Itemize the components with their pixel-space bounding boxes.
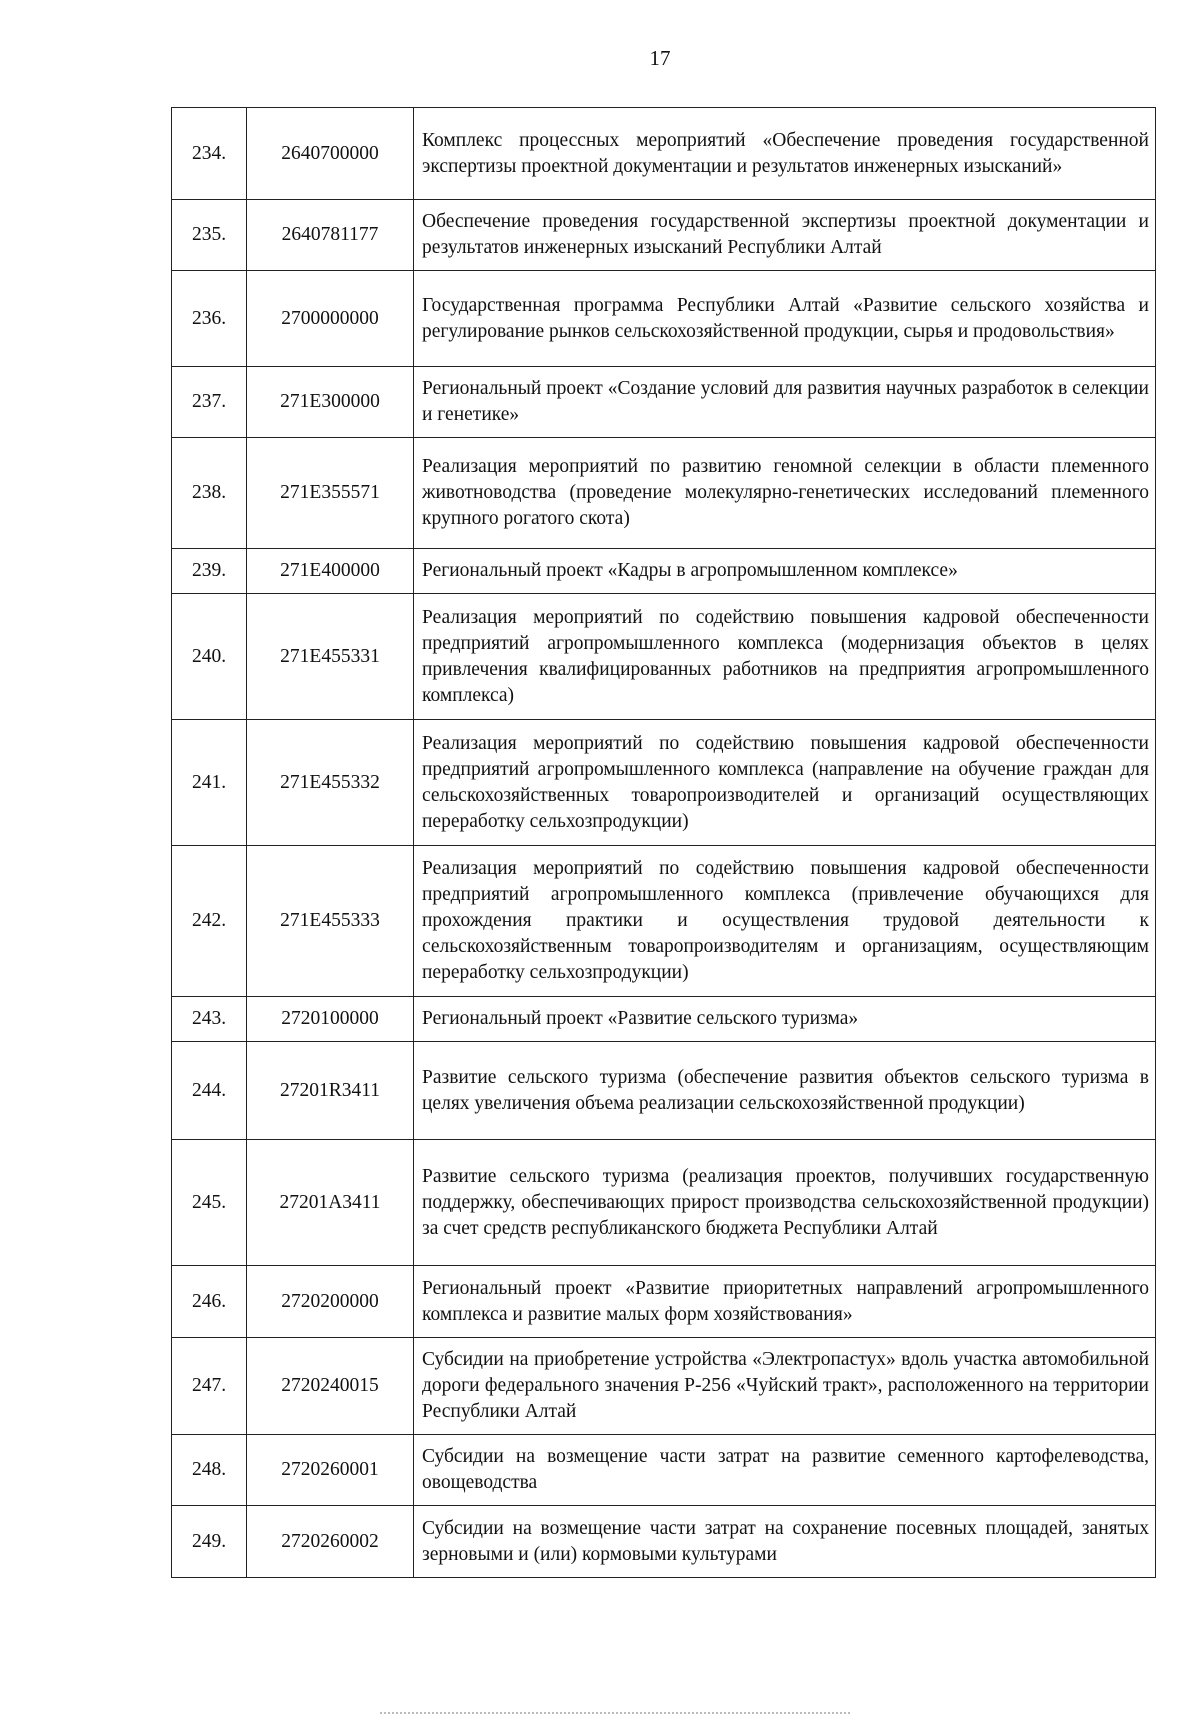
row-code: 271E400000: [247, 549, 414, 594]
row-number: 241.: [172, 720, 247, 846]
table-row: [172, 1042, 1156, 1140]
row-code: 271E455333: [247, 846, 414, 997]
row-code: 2640781177: [247, 200, 414, 271]
row-description: Реализация мероприятий по содействию повышения кадровой обеспеченности предприятий агропромышленного комплекса (модернизация объектов в целях привлечения квалифицированных работников на предприятия агропромышленного комплекса): [414, 594, 1156, 720]
row-description: Региональный проект «Создание условий для развития научных разработок в селекции и генетике»: [414, 367, 1156, 438]
row-code: 2720260002: [247, 1506, 414, 1578]
row-code: 2720200000: [247, 1266, 414, 1338]
row-number: 249.: [172, 1506, 247, 1578]
row-code: 271E355571: [247, 438, 414, 549]
table-row: [172, 108, 1156, 200]
table-row: [172, 1140, 1156, 1266]
table-row: [172, 549, 1156, 594]
row-code: 271E455332: [247, 720, 414, 846]
row-code: 271E455331: [247, 594, 414, 720]
table-row: [172, 594, 1156, 720]
table-row: [172, 271, 1156, 367]
table-row: [172, 200, 1156, 271]
row-description: Реализация мероприятий по развитию геномной селекции в области племенного животноводства (проведение молекулярно-генетических исследований племенного крупного рогатого скота): [414, 438, 1156, 549]
scan-artifact-line: [380, 1712, 850, 1716]
row-number: 247.: [172, 1338, 247, 1435]
row-description: Государственная программа Республики Алтай «Развитие сельского хозяйства и регулирование рынков сельскохозяйственной продукции, сырья и продовольствия»: [414, 271, 1156, 367]
row-code: 271E300000: [247, 367, 414, 438]
row-number: 245.: [172, 1140, 247, 1266]
row-number: 243.: [172, 997, 247, 1042]
row-description: Комплекс процессных мероприятий «Обеспечение проведения государственной экспертизы проектной документации и результатов инженерных изысканий»: [414, 108, 1156, 200]
row-description: Развитие сельского туризма (реализация проектов, получивших государственную поддержку, обеспечивающих прирост производства сельскохозяйственной продукции) за счет средств республиканского бюджета Республики Алтай: [414, 1140, 1156, 1266]
table-row: [172, 438, 1156, 549]
table-row: [172, 1338, 1156, 1435]
row-number: 240.: [172, 594, 247, 720]
table-row: [172, 367, 1156, 438]
table-row: [172, 997, 1156, 1042]
table-row: [172, 1435, 1156, 1506]
row-number: 248.: [172, 1435, 247, 1506]
row-number: 244.: [172, 1042, 247, 1140]
budget-classification-table: [171, 107, 1156, 1578]
row-number: 235.: [172, 200, 247, 271]
row-description: Реализация мероприятий по содействию повышения кадровой обеспеченности предприятий агропромышленного комплекса (направление на обучение граждан для сельскохозяйственных товаропроизводителей и организаций осуществляющих переработку сельхозпродукции): [414, 720, 1156, 846]
row-code: 27201R3411: [247, 1042, 414, 1140]
row-code: 2720100000: [247, 997, 414, 1042]
row-description: Региональный проект «Кадры в агропромышленном комплексе»: [414, 549, 1156, 594]
page-number: 17: [649, 46, 671, 70]
row-description: Развитие сельского туризма (обеспечение развития объектов сельского туризма в целях увеличения объема реализации сельскохозяйственной продукции): [414, 1042, 1156, 1140]
row-code: 2720260001: [247, 1435, 414, 1506]
row-description: Субсидии на возмещение части затрат на развитие семенного картофелеводства, овощеводства: [414, 1435, 1156, 1506]
row-description: Обеспечение проведения государственной экспертизы проектной документации и результатов инженерных изысканий Республики Алтай: [414, 200, 1156, 271]
row-code: 2720240015: [247, 1338, 414, 1435]
row-number: 236.: [172, 271, 247, 367]
row-number: 234.: [172, 108, 247, 200]
table-row: [172, 846, 1156, 997]
row-code: 27201А3411: [247, 1140, 414, 1266]
table-row: [172, 1506, 1156, 1578]
row-code: 2640700000: [247, 108, 414, 200]
row-number: 239.: [172, 549, 247, 594]
row-number: 242.: [172, 846, 247, 997]
row-description: Реализация мероприятий по содействию повышения кадровой обеспеченности предприятий агропромышленного комплекса (привлечение обучающихся для прохождения практики и осуществления трудовой деятельности к сельскохозяйственным товаропроизводителям и организациям, осуществляющим переработку сельхозпродукции): [414, 846, 1156, 997]
table-row: [172, 720, 1156, 846]
row-description: Субсидии на возмещение части затрат на сохранение посевных площадей, занятых зерновыми и (или) кормовыми культурами: [414, 1506, 1156, 1578]
row-description: Субсидии на приобретение устройства «Электропастух» вдоль участка автомобильной дороги федерального значения Р-256 «Чуйский тракт», расположенного на территории Республики Алтай: [414, 1338, 1156, 1435]
row-number: 237.: [172, 367, 247, 438]
row-number: 238.: [172, 438, 247, 549]
row-number: 246.: [172, 1266, 247, 1338]
row-description: Региональный проект «Развитие приоритетных направлений агропромышленного комплекса и развитие малых форм хозяйствования»: [414, 1266, 1156, 1338]
row-description: Региональный проект «Развитие сельского туризма»: [414, 997, 1156, 1042]
table-row: [172, 1266, 1156, 1338]
row-code: 2700000000: [247, 271, 414, 367]
